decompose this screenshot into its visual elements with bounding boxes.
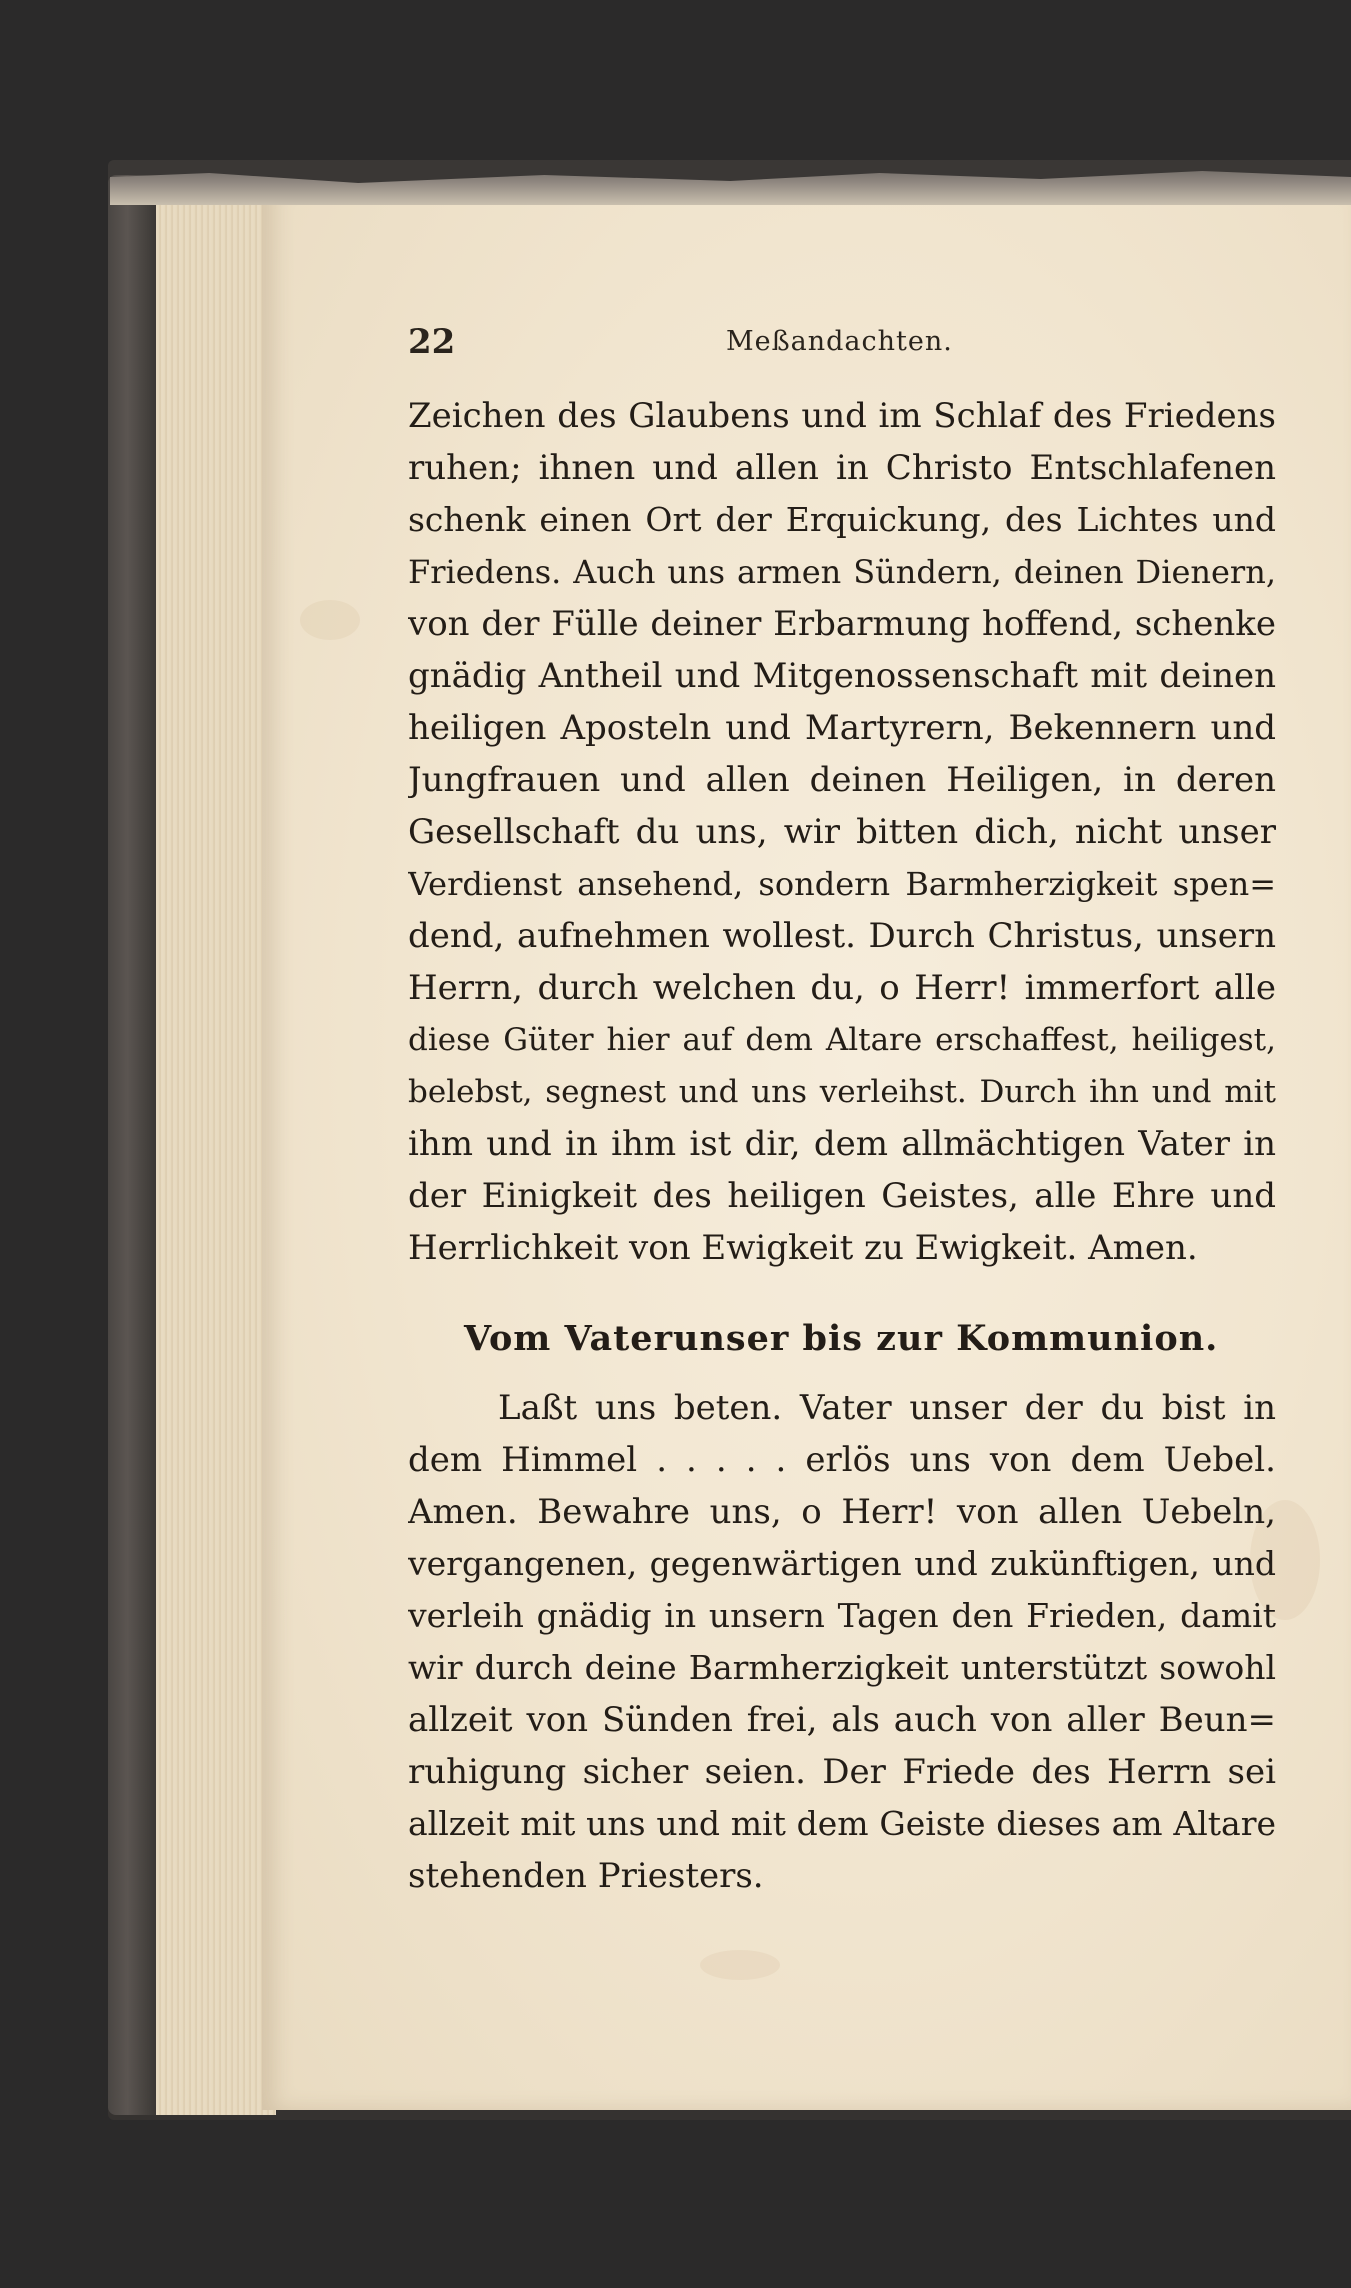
- text-line: gnädig Antheil und Mitgenossenschaft mit deinen: [408, 656, 1276, 696]
- text-line: belebst, segnest und uns verleihst. Durch ihn und mit: [408, 1074, 1276, 1110]
- text-line: Zeichen des Glaubens und im Schlaf des Friedens: [408, 396, 1276, 436]
- text-line: von der Fülle deiner Erbarmung hoffend, schenke: [408, 604, 1276, 644]
- page-header: [408, 312, 953, 372]
- text-line: Jungfrauen und allen deinen Heiligen, in deren: [408, 760, 1276, 800]
- text-line: dem Himmel . . . . . erlös uns von dem Uebel.: [408, 1440, 1276, 1480]
- paper-stain: [700, 1950, 780, 1980]
- text-line: schenk einen Ort der Erquickung, des Lichtes und: [408, 500, 1276, 539]
- paper-stain: [300, 600, 360, 640]
- text-line: ruhigung sicher seien. Der Friede des Herrn sei: [408, 1752, 1276, 1792]
- text-line: der Einigkeit des heiligen Geistes, alle Ehre und: [408, 1176, 1276, 1216]
- text-line: stehenden Priesters.: [408, 1856, 764, 1896]
- text-line: allzeit mit uns und mit dem Geiste dieses am Altare: [408, 1804, 1276, 1843]
- text-line: dend, aufnehmen wollest. Durch Christus, unsern: [408, 916, 1276, 956]
- text-line: ihm und in ihm ist dir, dem allmächtigen Vater in: [408, 1124, 1276, 1164]
- text-line: wir durch deine Barmherzigkeit unterstützt sowohl: [408, 1648, 1276, 1687]
- text-line: Laßt uns beten. Vater unser der du bist in: [498, 1388, 1276, 1428]
- section-heading: Vom Vaterunser bis zur Kommunion.: [464, 1318, 1219, 1359]
- paragraph: [408, 1382, 1276, 1902]
- text-line: Gesellschaft du uns, wir bitten dich, nicht unser: [408, 812, 1276, 852]
- text-line: Friedens. Auch uns armen Sündern, deinen Dienern,: [408, 553, 1276, 591]
- running-head: Meßandachten.: [726, 326, 953, 357]
- text-line: Herrn, durch welchen du, o Herr! immerfort alle: [408, 968, 1276, 1008]
- page-number: 22: [408, 322, 456, 362]
- text-line: diese Güter hier auf dem Altare erschaffest, heiligest,: [408, 1022, 1276, 1058]
- text-line: Herrlichkeit von Ewigkeit zu Ewigkeit. Amen.: [408, 1228, 1198, 1268]
- page-body: [408, 390, 1276, 1902]
- text-line: vergangenen, gegenwärtigen und zukünftigen, und: [408, 1544, 1276, 1583]
- text-line: ruhen; ihnen und allen in Christo Entschlafenen: [408, 448, 1276, 488]
- text-line: allzeit von Sünden frei, als auch von aller Beun=: [408, 1700, 1276, 1740]
- book-spine: [108, 175, 156, 2115]
- text-line: heiligen Aposteln und Martyrern, Bekennern und: [408, 708, 1276, 748]
- page-edges: [156, 190, 276, 2115]
- paragraph: [408, 390, 1276, 1274]
- text-line: Verdienst ansehend, sondern Barmherzigkeit spen=: [408, 865, 1276, 903]
- text-line: Amen. Bewahre uns, o Herr! von allen Uebeln,: [408, 1492, 1276, 1532]
- text-line: verleih gnädig in unsern Tagen den Frieden, damit: [408, 1596, 1276, 1635]
